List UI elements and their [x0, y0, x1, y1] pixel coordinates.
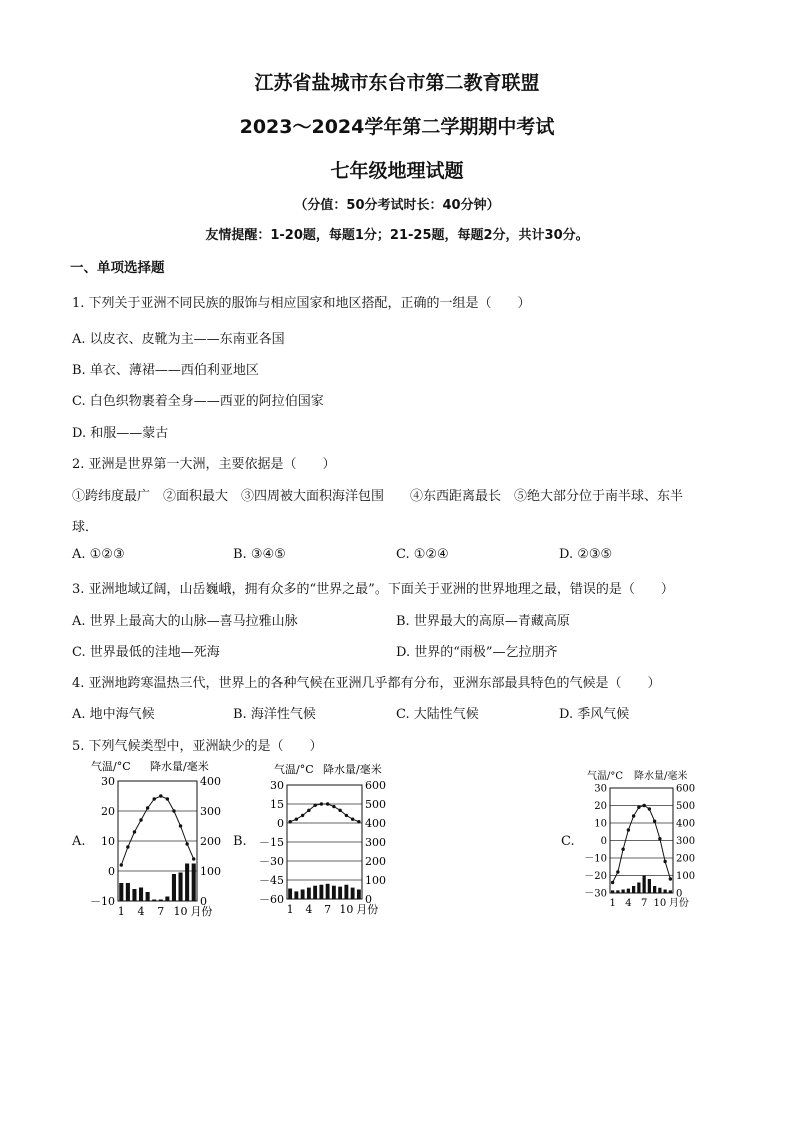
temperature-point [663, 860, 666, 863]
precip-tick-label: 600 [676, 783, 696, 795]
q3-option-a: A. 世界上最高大的山脉—喜马拉雅山脉 [72, 614, 298, 629]
precip-bar [139, 888, 143, 902]
precip-axis-title: 降水量/毫米 [323, 763, 382, 776]
chart-b-label: B. [233, 834, 247, 849]
temperature-point [192, 857, 195, 860]
temp-tick-label: －10 [584, 853, 607, 865]
precip-bar [165, 897, 169, 902]
precip-tick-label: 0 [365, 892, 372, 906]
precip-tick-label: 200 [365, 854, 386, 868]
q2-statements: ①跨纬度最广 ②面积最大 ③四周被大面积海洋包围 ④东西距离最长 ⑤绝大部分位于南半球、东半 [72, 489, 684, 504]
temperature-point [611, 881, 614, 884]
temperature-point [288, 820, 291, 823]
q2-stem: 2. 亚洲是世界第一大洲，主要依据是（ ） [72, 457, 336, 472]
precip-bar [642, 876, 645, 894]
temperature-line [290, 804, 359, 822]
temperature-point [653, 820, 656, 823]
precip-bar [338, 887, 342, 899]
precip-tick-label: 300 [200, 804, 221, 818]
temperature-point [648, 807, 651, 810]
q2-option-d: D. ②③⑤ [559, 547, 613, 562]
precip-bar [307, 888, 311, 899]
q1-option-c: C. 白色织物裹着全身——西亚的阿拉伯国家 [72, 394, 324, 409]
exam-meta: （分值：50分考试时长：40分钟） [294, 198, 500, 213]
q1-option-a: A. 以皮衣、皮靴为主——东南亚各国 [72, 332, 285, 347]
precip-bar [179, 873, 183, 902]
temperature-point [120, 863, 123, 866]
temp-tick-label: 0 [108, 864, 115, 878]
temp-tick-label: 20 [101, 804, 115, 818]
precip-tick-label: 0 [676, 888, 683, 900]
precip-bar [126, 883, 130, 901]
temperature-point [159, 794, 162, 797]
temperature-point [320, 802, 323, 805]
x-axis-title: 月份 [668, 898, 689, 909]
temperature-point [621, 848, 624, 851]
temp-tick-label: －20 [584, 871, 607, 882]
temperature-point [313, 804, 316, 807]
temperature-point [166, 797, 169, 800]
q2-option-c: C. ①②④ [396, 547, 449, 562]
temp-tick-label: －15 [259, 835, 284, 849]
temp-axis-title: 气温/°C [91, 760, 131, 773]
temp-tick-label: 30 [270, 778, 284, 792]
temp-axis-title: 气温/°C [587, 771, 624, 782]
exam-title-term: 2023～2024学年第二学期期中考试 [239, 116, 555, 138]
precip-bar [185, 864, 189, 902]
temperature-point [351, 818, 354, 821]
precip-bar [294, 891, 298, 899]
exam-title-school: 江苏省盐城市东台市第二教育联盟 [254, 72, 540, 94]
precip-bar [172, 874, 176, 901]
precip-bar [332, 886, 336, 899]
climate-chart-b [250, 760, 400, 922]
q4-stem: 4. 亚洲地跨寒温热三代，世界上的各种气候在亚洲几乎都有分布，亚洲东部最具特色的气候是（ ） [72, 676, 661, 691]
precip-bar [653, 886, 656, 893]
temperature-point [338, 809, 341, 812]
temperature-point [345, 814, 348, 817]
temperature-point [185, 842, 188, 845]
temperature-point [139, 818, 142, 821]
precip-bar [344, 885, 348, 899]
temperature-point [637, 806, 640, 809]
precip-bar [663, 890, 666, 894]
x-tick-label: 1 [609, 898, 616, 909]
temperature-point [332, 805, 335, 808]
q4-option-d: D. 季风气候 [559, 707, 630, 722]
precip-tick-label: 100 [200, 864, 221, 878]
precip-bar [159, 900, 163, 902]
x-tick-label: 10 [653, 898, 667, 909]
precip-bar [637, 883, 640, 894]
q3-option-c: C. 世界最低的洼地—死海 [72, 645, 220, 660]
temperature-line [121, 796, 193, 865]
precip-bar [192, 864, 196, 902]
precip-tick-label: 300 [676, 836, 696, 847]
precip-bar [288, 889, 292, 899]
q3-option-d: D. 世界的“雨极”—乞拉朋齐 [396, 645, 558, 660]
precip-bar [301, 890, 305, 900]
precip-tick-label: 200 [200, 834, 221, 848]
x-tick-label: 10 [339, 903, 354, 916]
temperature-point [146, 806, 149, 809]
precip-tick-label: 600 [365, 778, 386, 792]
precip-bar [319, 885, 323, 899]
precip-tick-label: 400 [200, 774, 221, 788]
precip-bar [357, 890, 361, 900]
precip-bar [351, 888, 355, 899]
q4-option-c: C. 大陆性气候 [396, 707, 479, 722]
temp-tick-label: 20 [594, 801, 607, 812]
temp-tick-label: 0 [277, 816, 284, 830]
temp-tick-label: －10 [90, 894, 115, 908]
temperature-point [153, 797, 156, 800]
temp-tick-label: 0 [600, 836, 607, 847]
temperature-point [295, 818, 298, 821]
precip-tick-label: 300 [365, 835, 386, 849]
exam-title-subject: 七年级地理试题 [330, 160, 464, 182]
x-tick-label: 7 [324, 903, 332, 916]
q4-option-b: B. 海洋性气候 [233, 707, 316, 722]
q1-option-b: B. 单衣、薄裙——西伯利亚地区 [72, 363, 259, 378]
x-tick-label: 4 [625, 898, 632, 909]
precip-bar [313, 886, 317, 899]
x-tick-label: 1 [286, 903, 294, 916]
temperature-point [307, 809, 310, 812]
chart-c-label: C. [561, 834, 575, 849]
temperature-point [301, 814, 304, 817]
precip-tick-label: 200 [676, 853, 696, 865]
temperature-point [616, 870, 619, 873]
q2-option-a: A. ①②③ [72, 547, 125, 562]
q2-statements-cont: 球． [72, 520, 99, 535]
precip-tick-label: 500 [676, 801, 696, 812]
precip-tick-label: 100 [365, 873, 386, 887]
precip-bar [632, 886, 635, 893]
q3-stem: 3. 亚洲地域辽阔，山岳巍峨，拥有众多的“世界之最”。下面关于亚洲的世界地理之最，错误的是（ ） [72, 582, 674, 597]
temperature-point [669, 877, 672, 880]
x-tick-label: 4 [137, 905, 145, 918]
q3-option-b: B. 世界最大的高原—青藏高原 [396, 614, 570, 629]
q1-option-d: D. 和服——蒙古 [72, 426, 169, 441]
temp-tick-label: 10 [101, 834, 115, 848]
precip-tick-label: 400 [365, 816, 386, 830]
temp-tick-label: 15 [270, 797, 284, 811]
precip-axis-title: 降水量/毫米 [634, 771, 688, 782]
temperature-point [627, 828, 630, 831]
exam-tip: 友情提醒：1-20题，每题1分；21-25题，每题2分，共计30分。 [205, 228, 589, 243]
precip-bar [621, 890, 624, 894]
temperature-point [658, 837, 661, 840]
precip-bar [669, 890, 672, 893]
climate-chart-a [85, 756, 235, 922]
precip-tick-label: 100 [676, 871, 696, 882]
q1-stem: 1. 下列关于亚洲不同民族的服饰与相应国家和地区搭配，正确的一组是（ ） [72, 296, 531, 311]
x-tick-label: 10 [173, 905, 188, 918]
x-tick-label: 7 [640, 898, 648, 909]
temperature-point [642, 804, 645, 807]
precip-tick-label: 500 [365, 797, 386, 811]
precip-bar [611, 890, 614, 893]
temp-tick-label: 10 [594, 818, 607, 830]
temp-tick-label: 30 [594, 783, 607, 795]
temperature-point [126, 845, 129, 848]
precip-bar [627, 889, 630, 893]
section-heading: 一、单项选择题 [70, 260, 165, 276]
precip-bar [146, 892, 150, 901]
q4-option-a: A. 地中海气候 [72, 707, 155, 722]
x-axis-title: 月份 [356, 903, 379, 916]
q5-stem: 5. 下列气候类型中，亚洲缺少的是（ ） [72, 739, 323, 754]
temp-tick-label: －30 [259, 854, 284, 868]
precip-bar [326, 884, 330, 899]
precip-tick-label: 400 [676, 818, 696, 830]
temp-tick-label: －60 [259, 892, 284, 906]
x-tick-label: 4 [305, 903, 313, 916]
q2-option-b: B. ③④⑤ [233, 547, 286, 562]
temperature-point [326, 802, 329, 805]
temp-axis-title: 气温/°C [274, 763, 314, 776]
temp-tick-label: －45 [259, 873, 284, 887]
precip-bar [152, 900, 156, 902]
precip-bar [616, 890, 619, 893]
precip-bar [648, 879, 651, 893]
temperature-point [172, 809, 175, 812]
temperature-point [632, 814, 635, 817]
x-tick-label: 7 [157, 905, 165, 918]
temp-tick-label: －30 [584, 888, 607, 900]
temp-tick-label: 30 [101, 774, 115, 788]
chart-a-label: A. [72, 834, 86, 849]
precip-bar [119, 883, 123, 901]
x-axis-title: 月份 [190, 905, 213, 918]
precip-bar [658, 888, 661, 893]
precip-axis-title: 降水量/毫米 [150, 760, 209, 773]
precip-tick-label: 0 [200, 894, 207, 908]
temperature-line [613, 806, 671, 883]
x-tick-label: 1 [117, 905, 125, 918]
temperature-point [133, 830, 136, 833]
precip-bar [132, 889, 136, 901]
temperature-point [357, 820, 360, 823]
climate-chart-c [576, 766, 726, 914]
temperature-point [179, 824, 182, 827]
